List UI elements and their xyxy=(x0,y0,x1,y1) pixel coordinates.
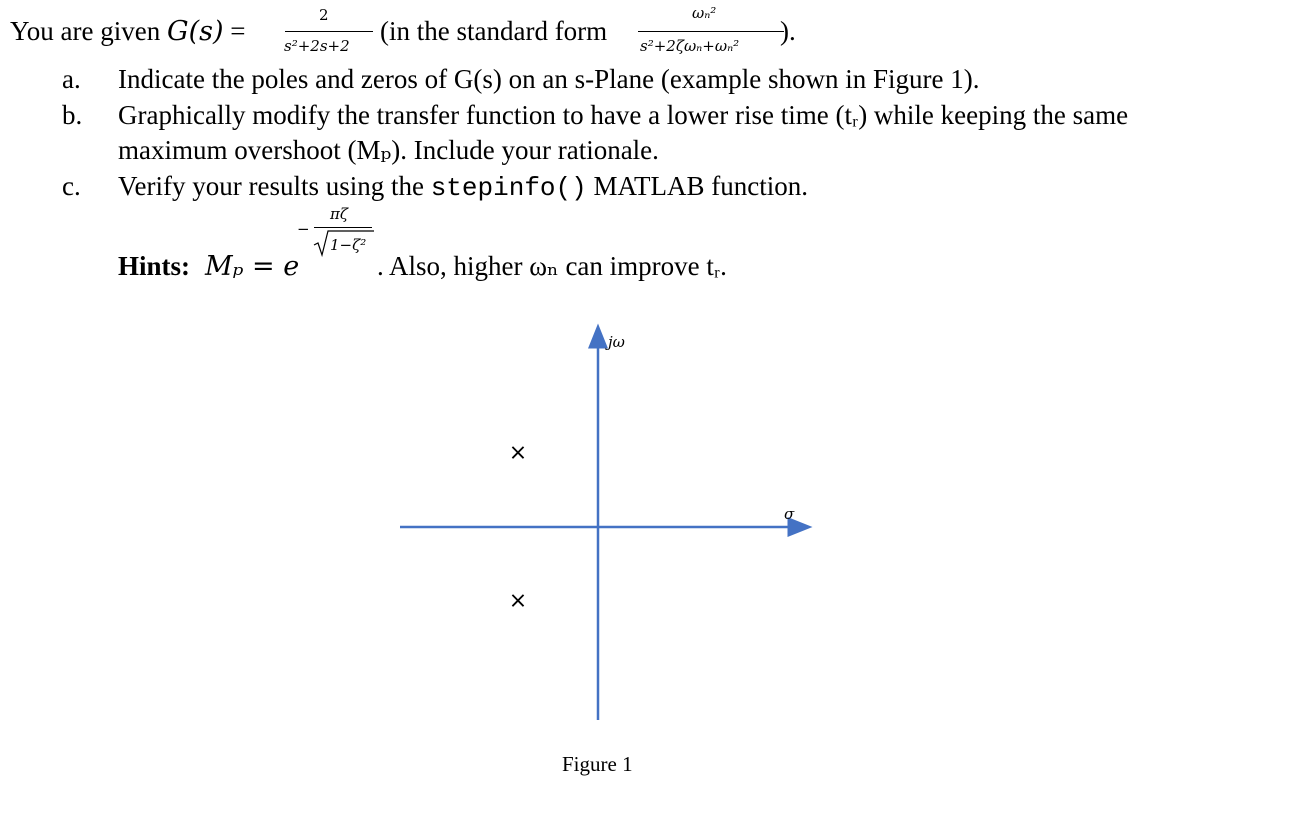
equals-sign: = xyxy=(230,16,246,46)
item-b-marker: b. xyxy=(62,100,83,130)
std-denominator: s²+2ζωₙ+ωₙ² xyxy=(640,37,740,55)
intro-suffix: ). xyxy=(780,16,796,46)
hint-mp-lhs: Mₚ = e xyxy=(205,251,300,282)
real-axis-label: σ xyxy=(784,505,795,523)
item-a-text: Indicate the poles and zeros of G(s) on an s-Plane (example shown in Figure 1). xyxy=(118,64,980,94)
g-denominator: s²+2s+2 xyxy=(284,37,350,55)
pole-marker-1: × xyxy=(508,440,528,466)
pole-marker-2: × xyxy=(508,588,528,614)
g-of-s: G(s) xyxy=(167,16,224,47)
hint-exp-denominator: 1−ζ² xyxy=(330,236,367,254)
hint-rest: . Also, higher ωₙ can improve tᵣ. xyxy=(377,251,727,281)
figure-caption: Figure 1 xyxy=(562,752,633,776)
item-b-text-line1: Graphically modify the transfer function to have a lower rise time (tᵣ) while keeping the same xyxy=(118,100,1129,130)
hint-label: Hints: xyxy=(118,251,191,281)
imag-axis-label: jω xyxy=(608,333,625,351)
item-a-marker: a. xyxy=(62,64,81,94)
std-numerator: ωₙ² xyxy=(692,4,717,22)
item-c-marker: c. xyxy=(62,171,81,201)
hint-exp-minus: − xyxy=(297,220,310,238)
intro-mid-text: (in the standard form xyxy=(380,16,608,46)
intro-prefix: You are given xyxy=(10,16,161,46)
g-numerator: 2 xyxy=(319,6,329,24)
item-c-text-after: MATLAB function. xyxy=(593,171,808,201)
stepinfo-code: stepinfo() xyxy=(430,173,587,203)
hint-exp-numerator: πζ xyxy=(330,205,348,223)
item-b-text-line2: maximum overshoot (Mₚ). Include your rationale. xyxy=(118,135,659,165)
item-c-text-before: Verify your results using the xyxy=(118,171,424,201)
